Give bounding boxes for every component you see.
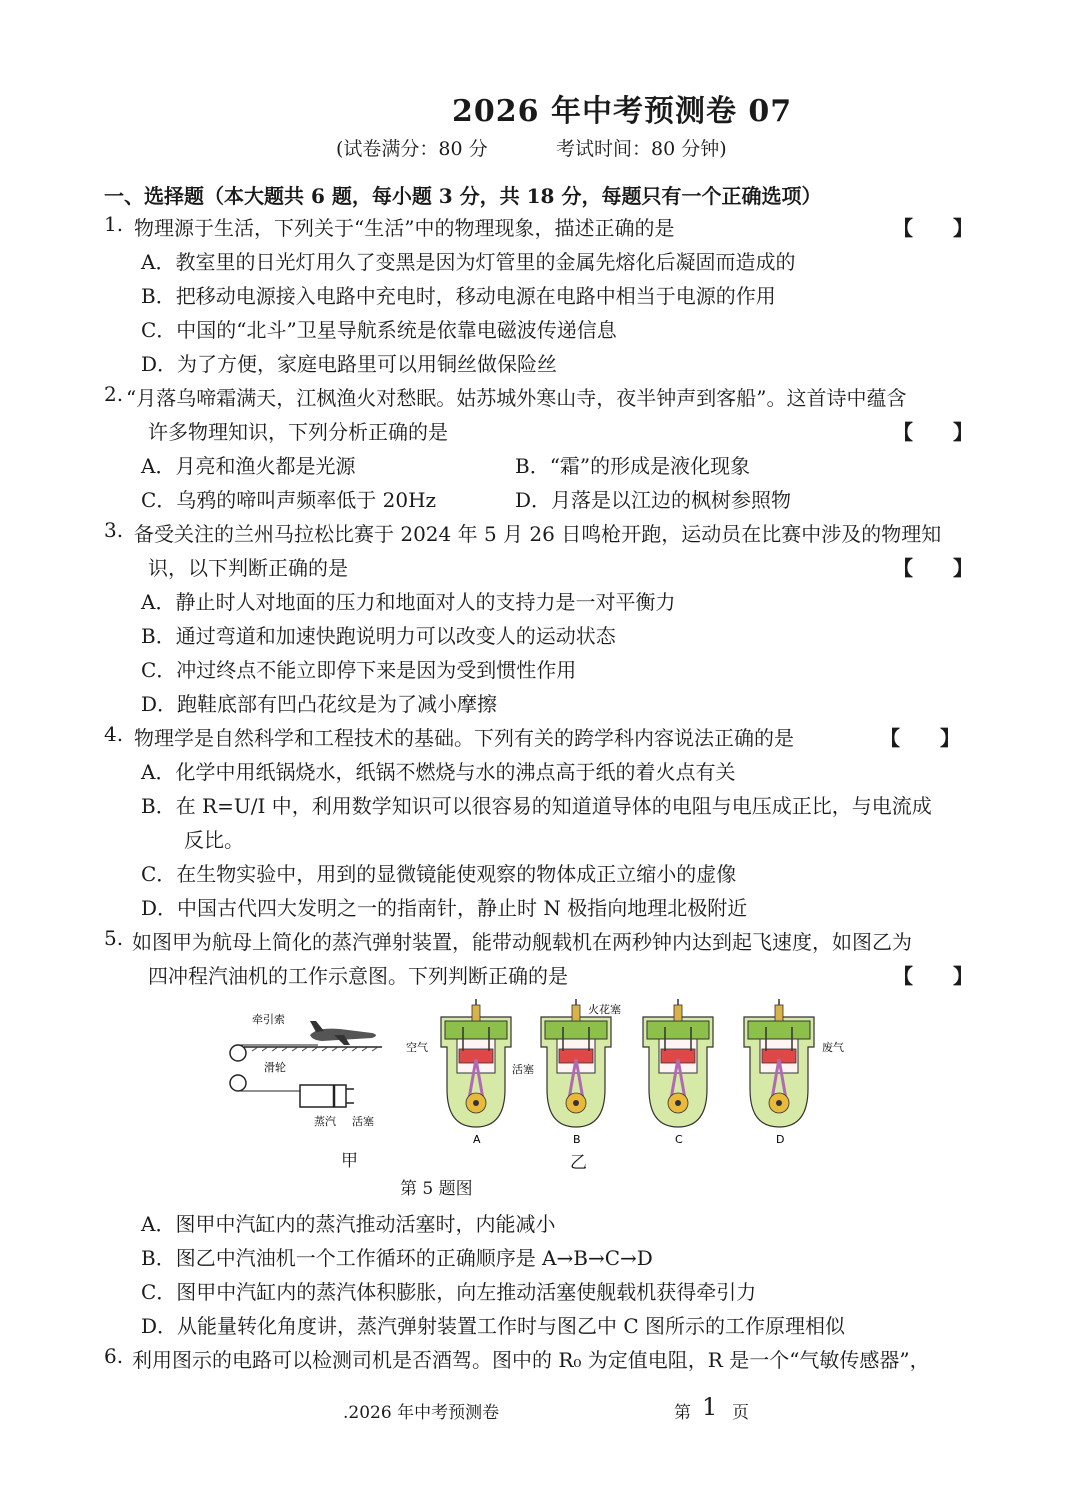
label-spark-plug: 火花塞 xyxy=(588,1003,621,1016)
footer-page-prefix: 第 xyxy=(674,1403,691,1423)
question-2-option-b: B．“霜”的形成是液化现象 xyxy=(515,454,751,478)
question-2-option-d: D．月落是以江边的枫树参照物 xyxy=(515,488,792,512)
question-4-option-b-line2: 反比。 xyxy=(184,828,244,852)
question-3-option-b: B．通过弯道和加速快跑说明力可以改变人的运动状态 xyxy=(141,624,616,648)
question-3-option-c: C．冲过终点不能立即停下来是因为受到惯性作用 xyxy=(141,658,577,682)
label-pulley: 滑轮 xyxy=(264,1061,286,1074)
question-2-option-c: C．乌鸦的啼叫声频率低于 20Hz xyxy=(141,488,437,512)
question-1-stem: 物理源于生活，下列关于“生活”中的物理现象，描述正确的是 xyxy=(134,216,675,240)
answer-bracket: 【 】 xyxy=(880,726,960,750)
question-5-stem-line2: 四冲程汽油机的工作示意图。下列判断正确的是 xyxy=(148,964,568,988)
answer-bracket: 【 】 xyxy=(893,420,973,444)
figure-caption: 第 5 题图 xyxy=(400,1179,473,1199)
question-4-option-d: D．中国古代四大发明之一的指南针，静止时 N 极指向地理北极附近 xyxy=(141,896,748,920)
footer-title: .2026 年中考预测卷 xyxy=(343,1403,500,1423)
question-2-stem-line2: 许多物理知识，下列分析正确的是 xyxy=(148,420,448,444)
engine-label-b: B xyxy=(573,1133,581,1146)
question-4-option-b-line1: B．在 R=U/I 中，利用数学知识可以很容易的知道道导体的电阻与电压成正比，与电流成 xyxy=(141,794,932,818)
page-number: 1 xyxy=(702,1393,718,1421)
question-1-option-a: A．教室里的日光灯用久了变黑是因为灯管里的金属先熔化后凝固而造成的 xyxy=(141,250,796,274)
engine-stroke-c xyxy=(643,999,713,1127)
question-1-option-b: B．把移动电源接入电路中充电时，移动电源在电路中相当于电源的作用 xyxy=(141,284,776,308)
label-steam: 蒸汽 xyxy=(314,1115,336,1128)
question-3-stem-line2: 识，以下判断正确的是 xyxy=(148,556,348,580)
question-5-option-a: A．图甲中汽缸内的蒸汽推动活塞时，内能减小 xyxy=(141,1212,556,1236)
time-info: 考试时间：80 分钟) xyxy=(556,138,727,160)
pulley-bottom xyxy=(230,1075,246,1091)
question-4-stem: 物理学是自然科学和工程技术的基础。下列有关的跨学科内容说法正确的是 xyxy=(134,726,794,750)
label-air: 空气 xyxy=(406,1041,428,1054)
figure-jia-caption: 甲 xyxy=(341,1151,358,1171)
engine-stroke-b xyxy=(541,999,611,1127)
question-4-option-a: A．化学中用纸锅烧水，纸锅不燃烧与水的沸点高于纸的着火点有关 xyxy=(141,760,736,784)
footer-page-suffix: 页 xyxy=(732,1403,749,1423)
engine-stroke-a xyxy=(441,999,511,1127)
figure-yi-engine-diagram xyxy=(400,995,870,1155)
figure-yi-caption: 乙 xyxy=(570,1153,587,1173)
label-piston: 活塞 xyxy=(512,1063,534,1076)
question-5-option-c: C．图甲中汽缸内的蒸汽体积膨胀，向左推动活塞使舰载机获得牵引力 xyxy=(141,1280,757,1304)
figure-jia-catapult-diagram xyxy=(222,1005,402,1140)
engine-label-d: D xyxy=(776,1133,785,1146)
question-6-stem: 利用图示的电路可以检测司机是否酒驾。图中的 R₀ 为定值电阻，R 是一个“气敏传感器”， xyxy=(132,1348,930,1372)
question-2-number: 2. xyxy=(104,382,124,406)
answer-bracket: 【 】 xyxy=(893,216,973,240)
question-3-option-a: A．静止时人对地面的压力和地面对人的支持力是一对平衡力 xyxy=(141,590,676,614)
question-4-number: 4. xyxy=(104,722,124,746)
label-exhaust: 废气 xyxy=(822,1041,844,1054)
pulley-top xyxy=(230,1045,246,1061)
question-5-option-d: D．从能量转化角度讲，蒸汽弹射装置工作时与图乙中 C 图所示的工作原理相似 xyxy=(141,1314,846,1338)
label-piston: 活塞 xyxy=(352,1115,374,1128)
question-4-option-c: C．在生物实验中，用到的显微镜能使观察的物体成正立缩小的虚像 xyxy=(141,862,737,886)
question-2-option-a: A．月亮和渔火都是光源 xyxy=(141,454,356,478)
page-title: 2026 年中考预测卷 07 xyxy=(452,94,793,129)
question-3-option-d: D．跑鞋底部有凹凸花纹是为了减小摩擦 xyxy=(141,692,498,716)
question-3-stem-line1: 备受关注的兰州马拉松比赛于 2024 年 5 月 26 日鸣枪开跑，运动员在比赛中涉及的物理知 xyxy=(134,522,942,546)
question-2-stem-line1: “月落乌啼霜满天，江枫渔火对愁眠。姑苏城外寒山寺，夜半钟声到客船”。这首诗中蕴含 xyxy=(126,386,907,410)
question-1-number: 1. xyxy=(104,212,124,236)
question-1-option-c: C．中国的“北斗”卫星导航系统是依靠电磁波传递信息 xyxy=(141,318,617,342)
question-6-number: 6. xyxy=(104,1344,124,1368)
score-info: (试卷满分：80 分 xyxy=(336,138,488,160)
engine-label-a: A xyxy=(473,1133,481,1146)
label-rope: 牵引索 xyxy=(252,1013,285,1026)
answer-bracket: 【 】 xyxy=(893,556,973,580)
section-heading: 一、选择题（本大题共 6 题，每小题 3 分，共 18 分，每题只有一个正确选项） xyxy=(104,184,822,208)
engine-stroke-d xyxy=(744,999,814,1127)
engine-label-c: C xyxy=(675,1133,683,1146)
airplane-icon xyxy=(310,1021,376,1045)
question-5-option-b: B．图乙中汽油机一个工作循环的正确顺序是 A→B→C→D xyxy=(141,1246,653,1270)
question-5-stem-line1: 如图甲为航母上简化的蒸汽弹射装置，能带动舰载机在两秒钟内达到起飞速度，如图乙为 xyxy=(132,930,912,954)
question-5-number: 5. xyxy=(104,926,124,950)
answer-bracket: 【 】 xyxy=(893,964,973,988)
question-1-option-d: D．为了方便，家庭电路里可以用铜丝做保险丝 xyxy=(141,352,558,376)
steam-cylinder xyxy=(300,1085,346,1107)
question-3-number: 3. xyxy=(104,518,124,542)
